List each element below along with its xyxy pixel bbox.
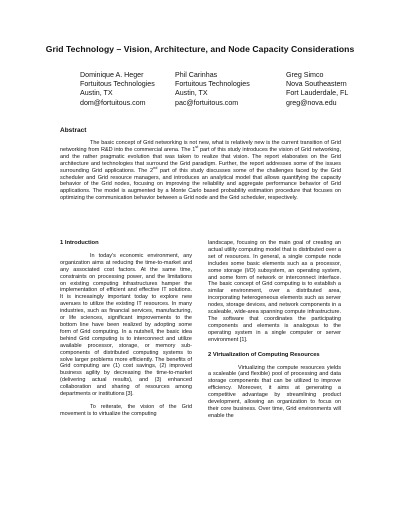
body-paragraph: landscape, focusing on the main goal of creating an actual utility computing model that is distributed over a set of resources. In general, a single compute node includes some basic elements such as a processor, some storage (I/O) subsystem, an operating system, and some form of network or interconnect interface. The basic concept of Grid computing is to establish a similar environment, over a distributed area, incorporating heterogeneous elements such as server nodes, storage devices, and network components in a scaleable, wide-area spanning compute infrastructure. The software that coordinates the participating components and elements is analogous to the operating system in a single computer or server environment [1].	[208, 240, 341, 343]
body-paragraph: Virtualizing the compute resources yields a scaleable (and flexible) pool of processing and data storage components that can be utilized to improve efficiency. Moreover, it aims at generating a competitive advantage by streamlining product development, allowing an organization to focus on their core business. Over time, Grid environments will enable the	[208, 364, 341, 419]
author-email: greg@nova.edu	[286, 98, 337, 107]
author-heger	[80, 71, 155, 108]
author-name: Greg Simco	[286, 71, 324, 79]
author-name: Dominique A. Heger	[80, 71, 144, 79]
author-name: Phil Carinhas	[175, 71, 218, 79]
author-affiliation: Fortuitous Technologies	[80, 80, 155, 89]
author-carinhas	[175, 71, 250, 108]
abstract-text: The basic concept of Grid networking is not new, what is relatively new is the current transition of Grid networking from R&D into the commercial arena. The 1st part of this study introduces the vision of Grid networking, and the rather pragmatic evolution that was taken to realize that vision. The report elaborates on the Grid architecture and technologies that surround the Grid paradigm. Further, the report addresses some of the issues surrounding Grid applications. The 2nd part of this study discusses some of the challenges faced by the Grid scheduler and Grid resource managers, and introduces an analytical model that allows quantifying the capacity behavior of the Grid nodes, focusing on improving the reliability and aggregate performance behavior of Grid applications. The model is augmented by a Monte Carlo based probability estimation procedure that focuses on optimizing the communication behavior between a Grid node and the Grid scheduler, respectively.	[60, 140, 342, 202]
author-simco	[286, 71, 348, 108]
author-location: Austin, TX	[80, 89, 113, 98]
left-column	[60, 240, 192, 424]
section-heading-virtualization: 2 Virtualization of Computing Resources	[208, 351, 320, 358]
paper-title: Grid Technology – Vision, Architecture, and Node Capacity Considerations	[45, 44, 355, 54]
body-paragraph: To reiterate, the vision of the Grid movement is to virtualize the computing	[60, 403, 192, 417]
author-location: Fort Lauderdale, FL	[286, 89, 349, 98]
abstract-heading: Abstract	[60, 127, 87, 134]
author-email: pac@fortuitous.com	[175, 98, 239, 107]
author-affiliation: Fortuitous Technologies	[175, 80, 250, 89]
author-email: dom@fortuitous.com	[80, 98, 146, 107]
body-paragraph: In today's economic environment, any organization aims at reducing the time-to-market and any associated cost factors. At the same time, constraints on processing power, and the limitations on existing computing infrastructures hamper the implementation of efficient and effective IT solutions. It is increasingly important today to explore new avenues to utilize the existing IT resources. In many industries, such as financial services, manufacturing, or life sciences, significant improvements to the bottom line have been realized by adopting some form of Grid computing. In a nutshell, the basic idea behind Grid computing is to interconnect and utilize available processor, storage, or memory sub-components of distributed computing systems to solve larger problems more efficiently. The benefits of Grid computing are (1) cost savings, (2) improved business agility by decreasing the time-to-market (delivering actual results), and (3) enhanced collaboration and sharing of resources among departments or institutions [3].	[60, 252, 192, 398]
author-location: Austin, TX	[175, 89, 208, 98]
author-affiliation: Nova Southeastern	[286, 80, 347, 89]
section-heading-introduction: 1 Introduction	[60, 240, 99, 246]
right-column	[208, 240, 341, 426]
